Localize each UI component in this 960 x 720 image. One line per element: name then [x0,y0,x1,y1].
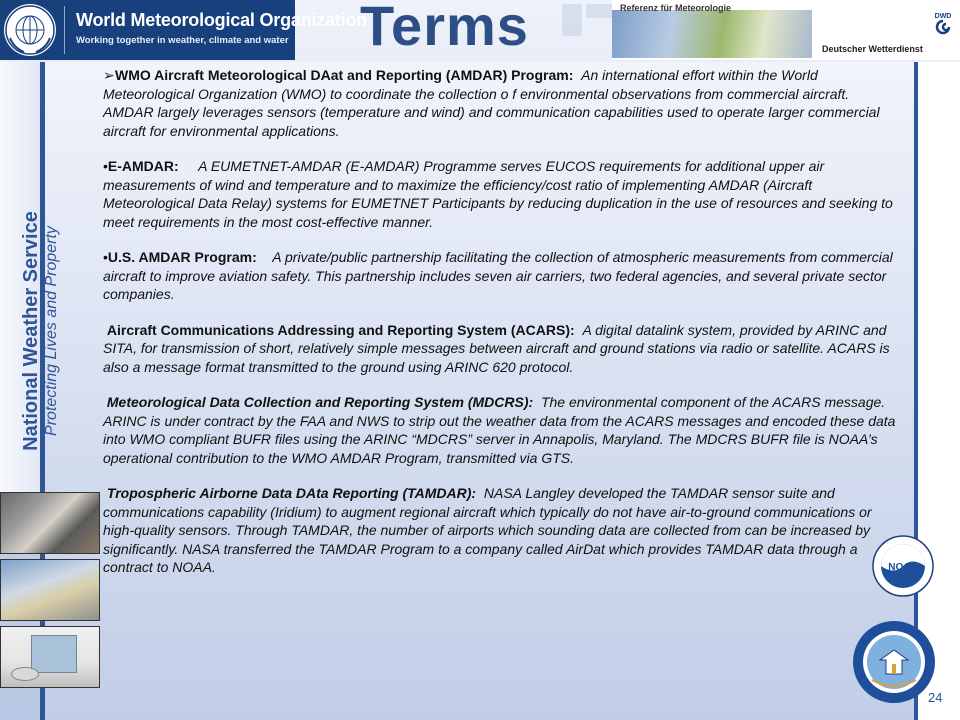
aircraft-sensor-photo [0,492,100,554]
term-definition: The environmental component of the ACARS message. ARINC is under contract by the FAA and NWS to strip out the weather data from the ACARS messages and encoded these data into WMO compliant BUFR files using the ARINC “MDCRS” server in Annapolis, Maryland. The MDCRS BUFR file is NOAA’s operational contribution to the WMO AMDAR Program, transmitted via GTS. [103,394,896,466]
term-e-amdar [103,157,903,231]
aircraft-tail-photo [0,559,100,621]
sidebar-title: National Weather Service [20,211,42,451]
sensor-disc-shape [11,667,39,681]
noaa-logo-icon [872,535,934,597]
wmo-tagline: Working together in weather, climate and water [76,35,289,46]
term-us-amdar [103,248,903,304]
dwd-reference-label: Referenz für Meteorologie [620,3,732,13]
term-label: WMO Aircraft Meteorological DAat and Reporting (AMDAR) Program: [115,67,574,83]
term-mdcrs [103,393,903,467]
dwd-logo-text: DWD [934,13,952,20]
term-amdar [103,66,903,140]
term-definition: A EUMETNET-AMDAR (E-AMDAR) Programme serves EUCOS requirements for additional upper air measurements of wind and temperature and to maximize the efficiency/cost ratio of implementing AMDAR (Aircraft Meteorological Data Relay) systems for EUMETNET Participants by reducing duplication in the use of resources and seeking to meet requirements in the most cost-effective manner. [103,158,893,230]
wmo-banner [0,0,368,60]
noaa-label: NOAA [888,562,918,573]
sidebar-caption [20,121,60,541]
page-number: 24 [928,690,943,705]
term-definition: A private/public partnership facilitating the collection of atmospheric measurements from commercial aircraft to improve aviation safety. This partnership includes seven air carriers, two federal agencies, and several private sector companies. [103,249,893,302]
wmo-divider [64,6,65,54]
term-acars [103,321,903,377]
dwd-banner-photo [612,10,812,58]
term-label: Aircraft Communications Addressing and Reporting System (ACARS): [106,321,575,338]
title-ghost-decoration [560,0,615,40]
tamdar-sensor-photo [0,626,100,688]
bullet-icon: • [103,249,108,265]
term-label: U.S. AMDAR Program: [107,249,257,265]
term-definition: NASA Langley developed the TAMDAR sensor suite and communications capability (Iridium) to augment regional aircraft which typically do not have air-to-ground communications or high-quality sensors. Through TAMDAR, the number of airports which sounding data are collected from can be increased by significantly. NASA transferred the TAMDAR Program to a company called AirDat which provides TAMDAR data through a contract to NOAA. [103,485,872,575]
wmo-logo-icon [4,4,56,56]
term-definition: A digital datalink system, provided by ARINC and SITA, for transmission of short, relatively simple messages between aircraft and ground stations via radio or satellite. ACARS is also a message format transmitted to the ground using ARINC 620 protocol. [103,321,890,375]
wmo-org-name: World Meteorological Organization [76,10,368,30]
page-title: Terms [360,0,529,57]
terms-list [103,66,903,594]
term-label: Meteorological Data Collection and Reporting System (MDCRS): [106,394,534,410]
dwd-logo-icon [930,10,956,36]
arrow-bullet-icon: ➢ [103,67,115,83]
dwd-name: Deutscher Wetterdienst [822,44,923,54]
bullet-icon: • [103,158,108,174]
doc-seal-icon [852,620,936,704]
term-label: E-AMDAR: [107,158,179,174]
term-definition: An international effort within the World Meteorological Organization (WMO) to coordinate the collection o f environmental observations from commercial aircraft. AMDAR largely leverages sensors (temperature and wind) and communication capabilities used to operate larger commercial aircraft for environmental applications. [103,67,880,139]
sidebar-subtitle: Protecting Lives and Property [43,226,60,436]
sensor-box-shape [31,635,77,673]
term-label: Tropospheric Airborne Data DAta Reporting (TAMDAR): [106,485,477,501]
term-tamdar [103,484,903,577]
